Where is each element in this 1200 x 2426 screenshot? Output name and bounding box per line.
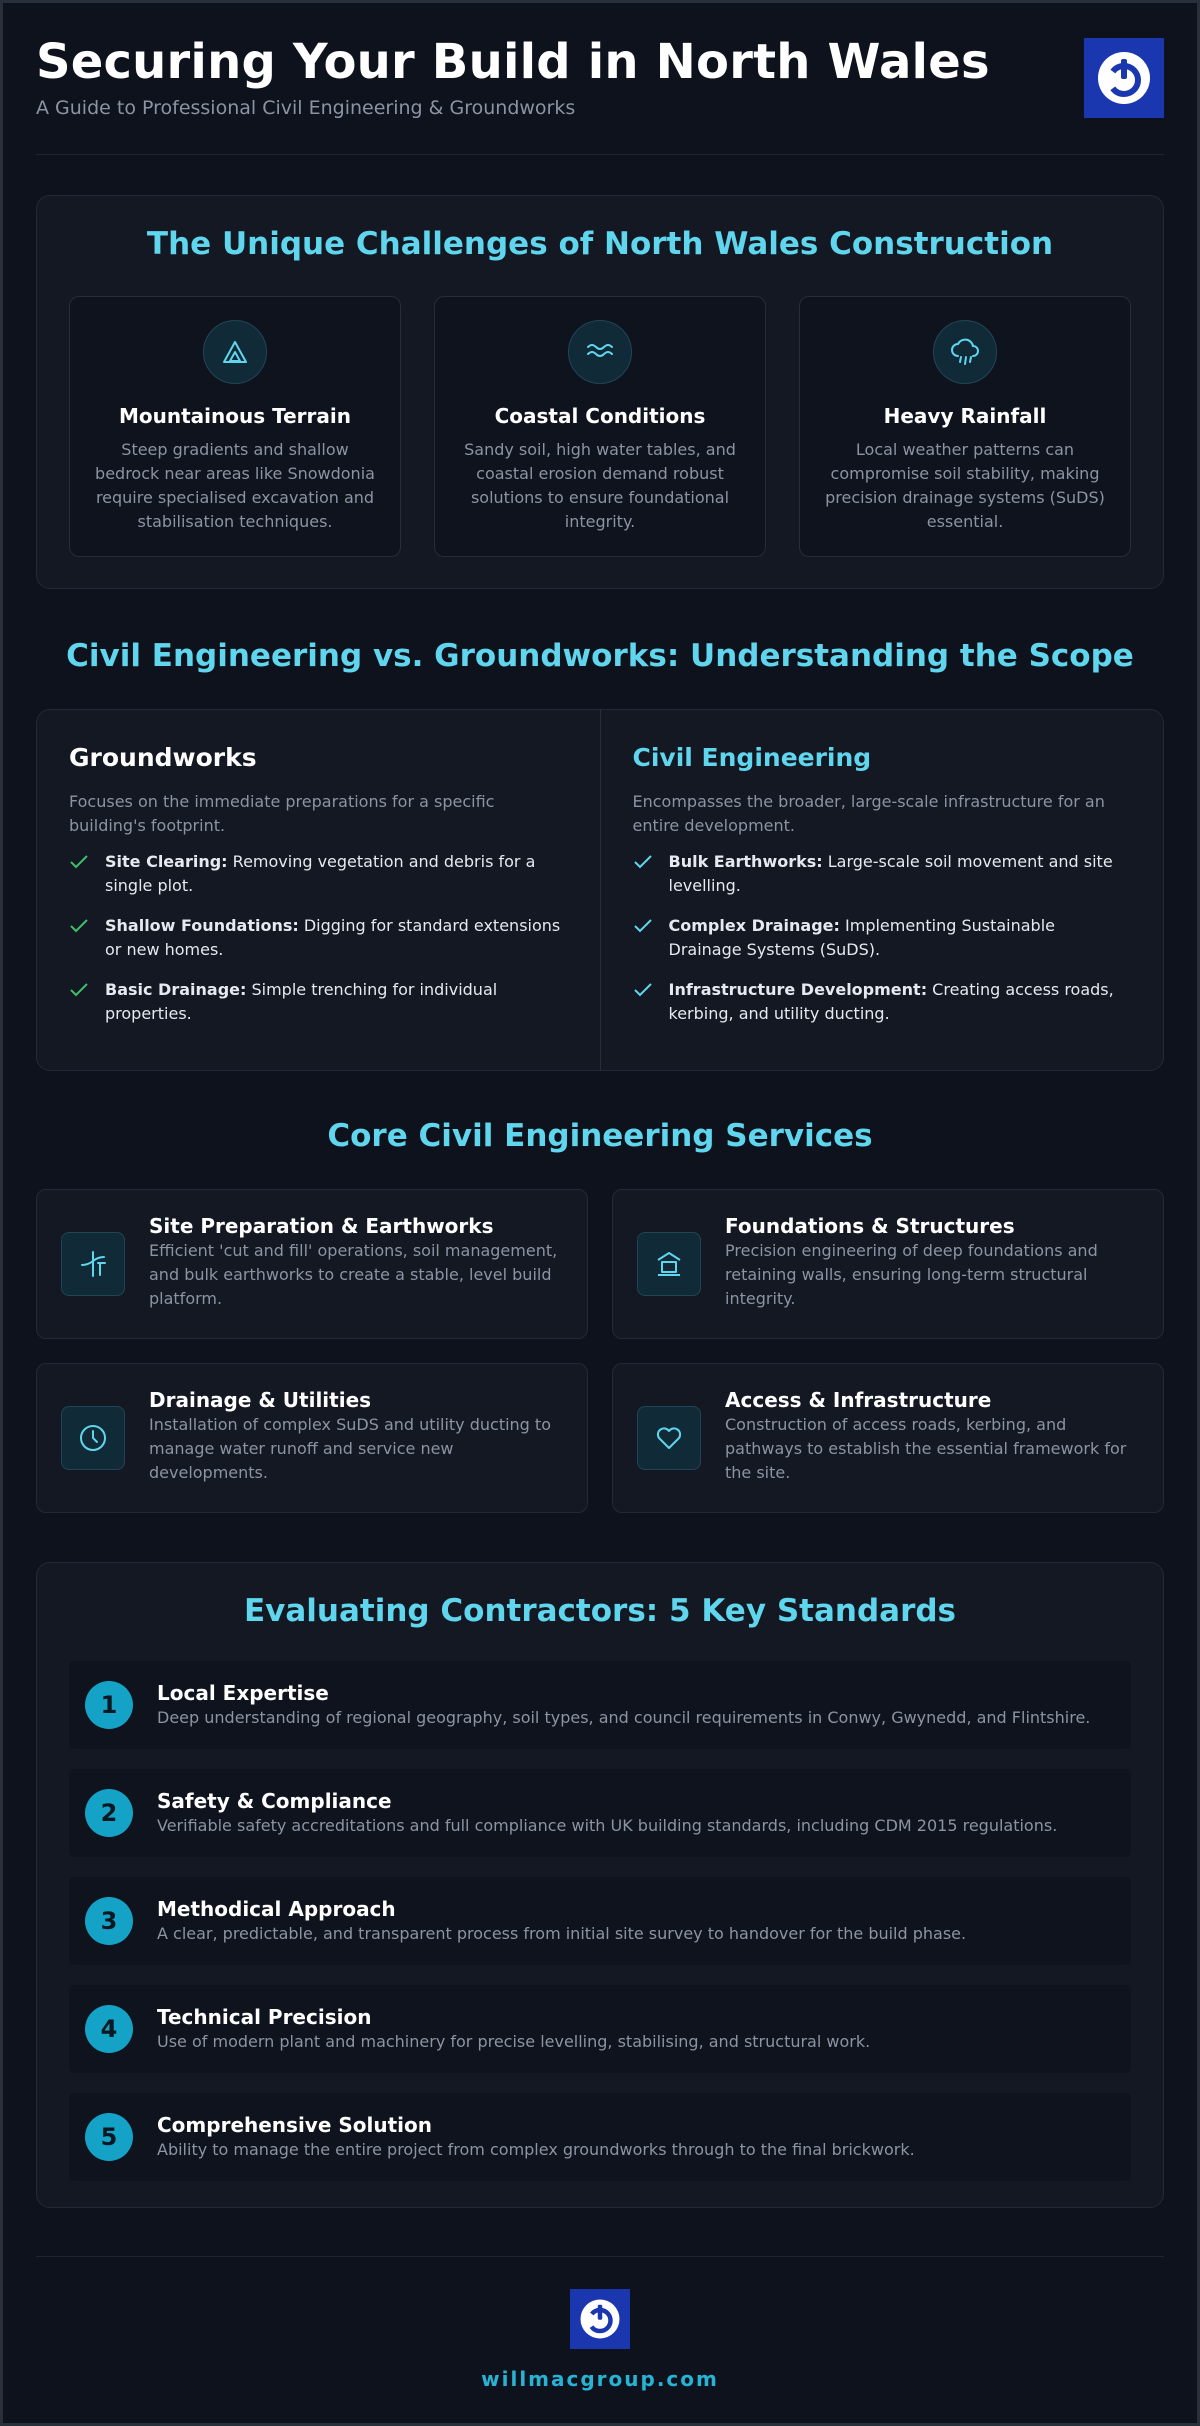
- footer-logo: [570, 2289, 630, 2349]
- page-title: Securing Your Build in North Wales: [36, 34, 990, 90]
- service-title: Drainage & Utilities: [149, 1388, 372, 1412]
- waves-icon: [568, 320, 632, 384]
- standards-title: Evaluating Contractors: 5 Key Standards: [243, 1593, 957, 1629]
- list-item: Infrastructure Development: Creating access roads, kerbing, and utility ducting.: [633, 978, 1132, 1026]
- challenges-title: The Unique Challenges of North Wales Construction: [146, 226, 1054, 262]
- challenge-text: Local weather patterns can compromise soil stability, making precision drainage systems (SuDS) essential.: [825, 440, 1105, 531]
- service-card-access: [612, 1363, 1164, 1513]
- services-title: Core Civil Engineering Services: [327, 1118, 873, 1154]
- heart-icon: [637, 1406, 701, 1470]
- standard-item: [69, 1661, 1131, 1749]
- challenge-title: Mountainous Terrain: [119, 404, 351, 428]
- standard-item: [69, 2093, 1131, 2181]
- service-text: Construction of access roads, kerbing, and pathways to establish the essential framework for the site.: [725, 1415, 1127, 1482]
- civil-desc: Encompasses the broader, large-scale infrastructure for an entire development.: [632, 792, 1105, 835]
- website-link[interactable]: willmacgroup.com: [481, 2367, 719, 2391]
- standard-title: Technical Precision: [157, 2005, 372, 2029]
- standard-title: Safety & Compliance: [157, 1789, 392, 1813]
- service-text: Installation of complex SuDS and utility ducting to manage water runoff and service new developments.: [149, 1415, 551, 1482]
- challenge-text: Steep gradients and shallow bedrock near areas like Snowdonia require specialised excavation and stabilisation techniques.: [95, 440, 375, 531]
- challenge-card-rainfall: [799, 296, 1131, 557]
- standard-text: A clear, predictable, and transparent process from initial site survey to handover for the build phase.: [157, 1924, 967, 1943]
- service-title: Access & Infrastructure: [725, 1388, 992, 1412]
- groundworks-desc: Focuses on the immediate preparations for a specific building's footprint.: [69, 792, 495, 835]
- list-item: Site Clearing: Removing vegetation and debris for a single plot.: [69, 850, 568, 898]
- challenge-title: Heavy Rainfall: [883, 404, 1047, 428]
- power-logo-icon: [1096, 50, 1152, 106]
- service-text: Efficient 'cut and fill' operations, soil management, and bulk earthworks to create a stable, level build platform.: [149, 1241, 558, 1308]
- standard-item: [69, 1769, 1131, 1857]
- challenge-card-terrain: [69, 296, 401, 557]
- check-icon: [69, 854, 89, 870]
- clock-icon: [61, 1406, 125, 1470]
- check-icon: [69, 982, 89, 998]
- number-badge: 4: [85, 2005, 133, 2053]
- service-card-drainage: [36, 1363, 588, 1513]
- standard-text: Deep understanding of regional geography, soil types, and council requirements in Conwy, Gwynedd, and Flintshire.: [157, 1708, 1091, 1727]
- header: [36, 3, 1164, 155]
- civil-heading: Civil Engineering: [632, 743, 872, 772]
- earthworks-icon: [61, 1232, 125, 1296]
- number-badge: 1: [85, 1681, 133, 1729]
- list-item: Shallow Foundations: Digging for standard extensions or new homes.: [69, 914, 568, 962]
- groundworks-column: [37, 710, 600, 1070]
- standard-title: Local Expertise: [157, 1681, 329, 1705]
- standard-title: Methodical Approach: [157, 1897, 396, 1921]
- list-item: Complex Drainage: Implementing Sustainable Drainage Systems (SuDS).: [633, 914, 1132, 962]
- standard-text: Verifiable safety accreditations and full compliance with UK building standards, including CDM 2015 regulations.: [157, 1816, 1058, 1835]
- scope-title: Civil Engineering vs. Groundworks: Understanding the Scope: [66, 638, 1134, 674]
- civil-engineering-column: [600, 710, 1164, 1070]
- check-icon: [633, 854, 653, 870]
- challenge-card-coastal: [434, 296, 766, 557]
- standards-section: [36, 1562, 1164, 2208]
- number-badge: 5: [85, 2113, 133, 2161]
- page-subtitle: A Guide to Professional Civil Engineering & Groundworks: [36, 97, 576, 119]
- list-item: Basic Drainage: Simple trenching for individual properties.: [69, 978, 568, 1026]
- footer: [36, 2256, 1164, 2391]
- challenge-text: Sandy soil, high water tables, and coastal erosion demand robust solutions to ensure foundational integrity.: [464, 440, 736, 531]
- standard-text: Ability to manage the entire project from complex groundworks through to the final brickwork.: [157, 2140, 915, 2159]
- service-card-foundations: [612, 1189, 1164, 1339]
- rain-cloud-icon: [933, 320, 997, 384]
- standard-item: [69, 1985, 1131, 2073]
- list-item: Bulk Earthworks: Large-scale soil movement and site levelling.: [633, 850, 1132, 898]
- challenges-section: [36, 195, 1164, 589]
- services-grid: [36, 1189, 1164, 1513]
- service-card-earthworks: [36, 1189, 588, 1339]
- check-icon: [633, 982, 653, 998]
- building-icon: [637, 1232, 701, 1296]
- scope-comparison: [36, 709, 1164, 1071]
- number-badge: 2: [85, 1789, 133, 1837]
- number-badge: 3: [85, 1897, 133, 1945]
- service-title: Site Preparation & Earthworks: [149, 1214, 494, 1238]
- standard-title: Comprehensive Solution: [157, 2113, 432, 2137]
- standard-text: Use of modern plant and machinery for precise levelling, stabilising, and structural work.: [157, 2032, 871, 2051]
- groundworks-heading: Groundworks: [69, 743, 257, 772]
- mountain-icon: [203, 320, 267, 384]
- check-icon: [633, 918, 653, 934]
- challenge-title: Coastal Conditions: [494, 404, 706, 428]
- service-title: Foundations & Structures: [725, 1214, 1015, 1238]
- check-icon: [69, 918, 89, 934]
- brand-logo: [1084, 38, 1164, 118]
- standard-item: [69, 1877, 1131, 1965]
- power-logo-icon: [579, 2298, 621, 2340]
- service-text: Precision engineering of deep foundations and retaining walls, ensuring long-term structural integrity.: [725, 1241, 1098, 1308]
